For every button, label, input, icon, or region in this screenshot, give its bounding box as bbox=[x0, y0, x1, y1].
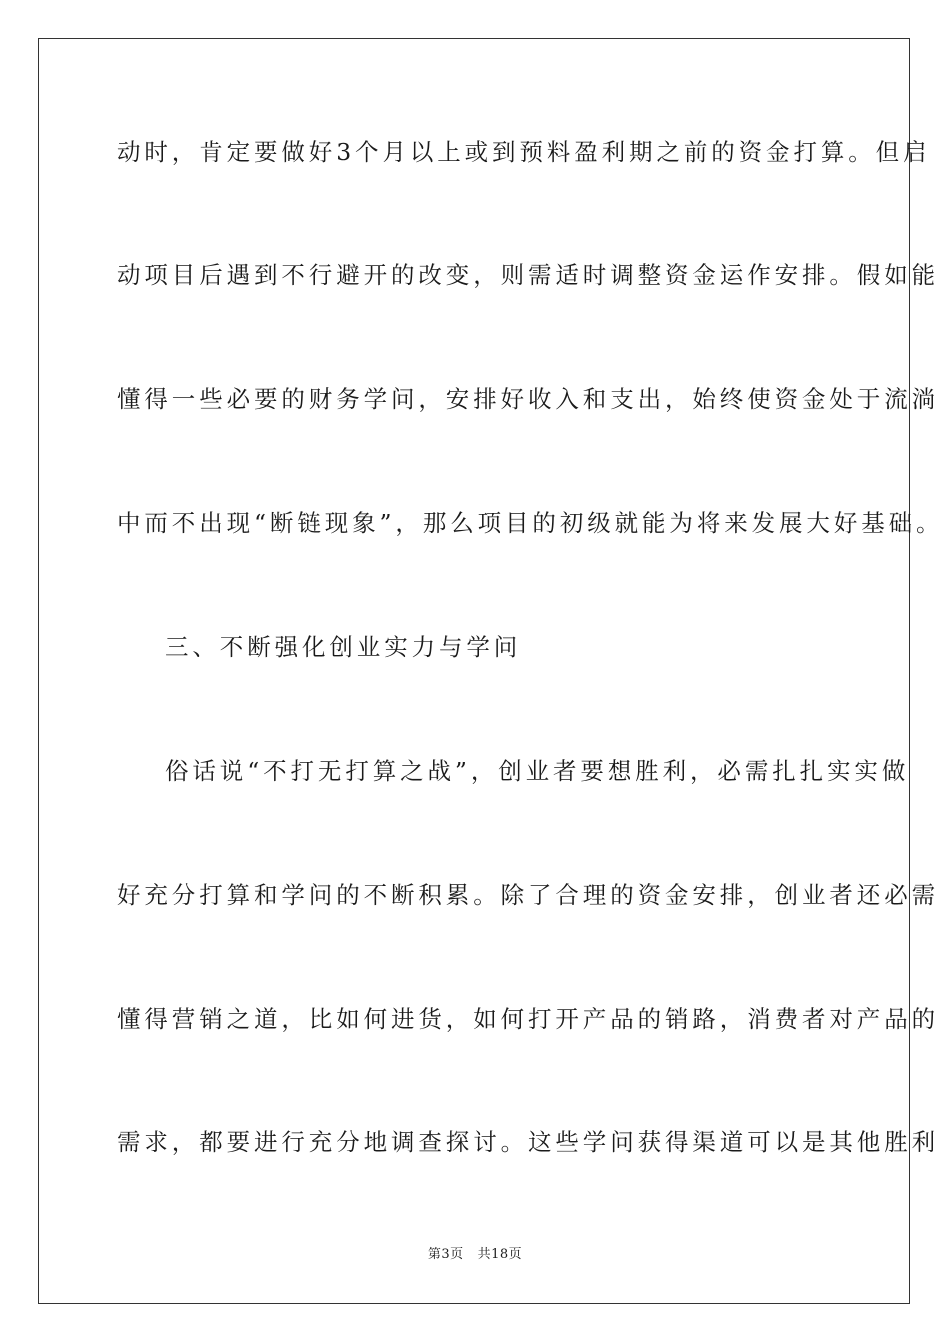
page-footer bbox=[0, 1247, 950, 1263]
body-line-2: 动项目后遇到不行避开的改变，则需适时调整资金运作安排。假如能 bbox=[117, 261, 939, 289]
body-line-4: 中而不出现“断链现象”，那么项目的初级就能为将来发展大好基础。 bbox=[117, 509, 944, 537]
body-line-9: 需求，都要进行充分地调查探讨。这些学问获得渠道可以是其他胜利 bbox=[117, 1128, 939, 1156]
body-line-8: 懂得营销之道，比如何进货，如何打开产品的销路，消费者对产品的 bbox=[117, 1005, 939, 1033]
page-total: 共18页 bbox=[477, 1247, 523, 1262]
body-line-7: 好充分打算和学问的不断积累。除了合理的资金安排，创业者还必需 bbox=[117, 881, 939, 909]
body-line-3: 懂得一些必要的财务学问，安排好收入和支出，始终使资金处于流淌 bbox=[117, 385, 939, 413]
paragraph-first-line: 俗话说“不打无打算之战”，创业者要想胜利，必需扎扎实实做 bbox=[165, 757, 910, 785]
page-border bbox=[38, 38, 944, 1304]
page-number: 第3页 bbox=[427, 1247, 464, 1262]
section-heading: 三、不断强化创业实力与学问 bbox=[165, 633, 522, 661]
body-line-1: 动时，肯定要做好3个月以上或到预料盈利期之前的资金打算。但启 bbox=[117, 138, 931, 166]
